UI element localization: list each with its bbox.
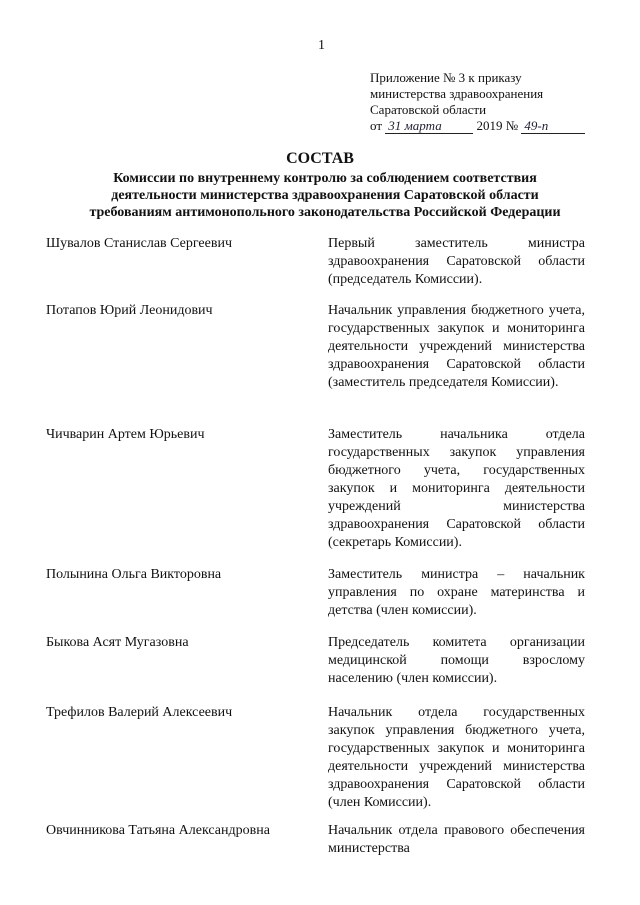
member-role: Первый заместитель министра здравоохранения Саратовской области (председатель Комиссии).: [328, 236, 585, 287]
subtitle-line-3: требованиям антимонопольного законодательства Российской Федерации: [89, 205, 561, 220]
member-name: Чичварин Артем Юрьевич: [46, 427, 205, 442]
document-subtitle: [40, 170, 610, 221]
member-role: Заместитель начальника отдела государственных закупок управления бюджетного учета, государственных закупок и мониторинга деятельности учреждений министерства здравоохранения Саратовской области (секретарь Комиссии).: [328, 427, 585, 550]
member-name: Полынина Ольга Викторовна: [46, 567, 222, 582]
appendix-date-line: [370, 118, 620, 134]
member-name: Потапов Юрий Леонидович: [46, 303, 213, 318]
handwritten-date: 31 марта: [385, 119, 473, 134]
member-role: Председатель комитета организации медицинской помощи взрослому населению (член комиссии).: [328, 635, 585, 686]
member-name: Шувалов Станислав Сергеевич: [46, 236, 232, 251]
member-role: Заместитель министра – начальник управления по охране материнства и детства (член комиссии).: [328, 567, 585, 618]
member-role: Начальник управления бюджетного учета, государственных закупок и мониторинга деятельности учреждений министерства здравоохранения Саратовской области (заместитель председателя Комиссии).: [328, 303, 585, 390]
appendix-line-1: Приложение № 3 к приказу: [370, 70, 522, 85]
appendix-line-2: министерства здравоохранения: [370, 86, 544, 101]
member-name: Быкова Асят Мугазовна: [46, 635, 189, 650]
member-role: Начальник отдела правового обеспечения министерства: [328, 823, 585, 856]
member-name: Овчинникова Татьяна Александровна: [46, 823, 270, 838]
member-role: Начальник отдела государственных закупок управления бюджетного учета, государственных закупок и мониторинга деятельности учреждений министерства здравоохранения Саратовской области (член Комиссии).: [328, 705, 585, 810]
order-year: 2019 №: [476, 118, 519, 133]
document-title: СОСТАВ: [286, 150, 354, 167]
subtitle-line-1: Комиссии по внутреннему контролю за соблюдением соответствия: [113, 171, 537, 186]
date-prefix: от: [370, 118, 383, 133]
subtitle-line-2: деятельности министерства здравоохранения Саратовской области: [111, 188, 539, 203]
appendix-line-3: Саратовской области: [370, 102, 487, 117]
member-name: Трефилов Валерий Алексеевич: [46, 705, 233, 720]
appendix-block: [370, 70, 620, 134]
handwritten-order-number: 49-п: [521, 119, 585, 134]
page-number: 1: [318, 38, 325, 53]
